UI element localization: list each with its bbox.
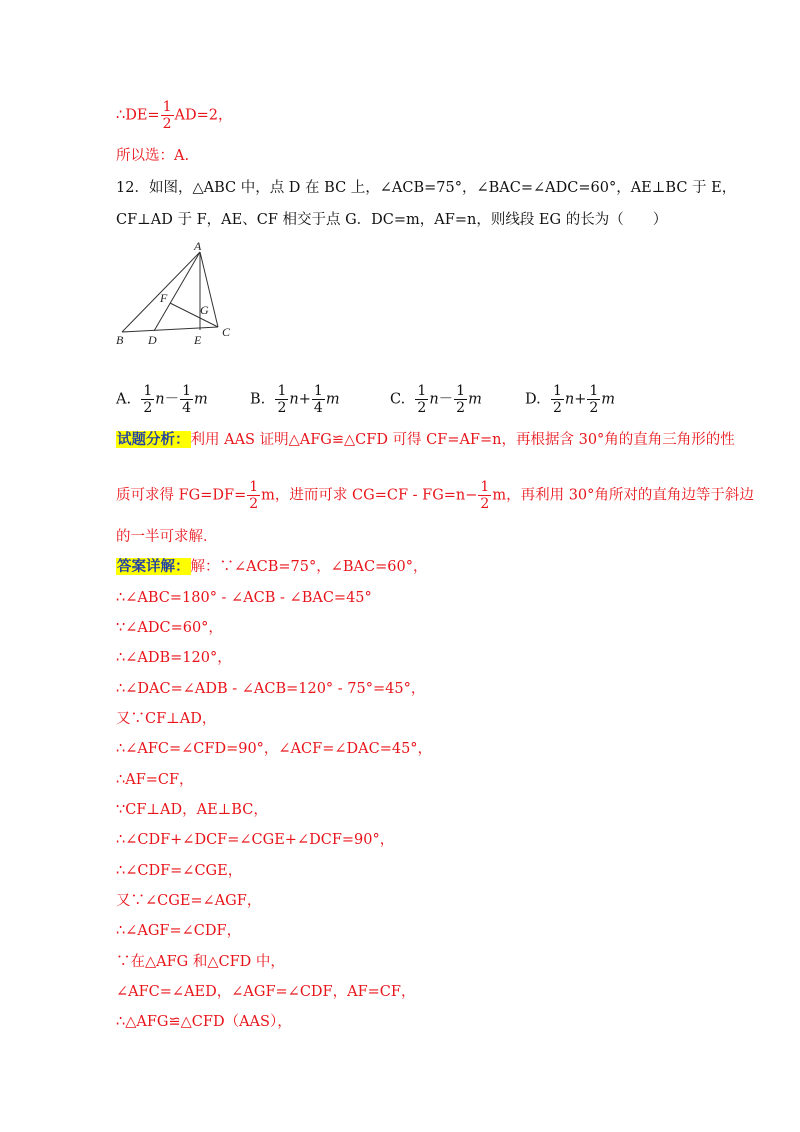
- solution-line: ∴∠AGF=∠CDF，: [116, 923, 242, 939]
- choice-a[interactable]: A. $\frac{1}{2}$ n－ $\frac{1}{4}$ m: [116, 383, 208, 416]
- label-e: E: [194, 333, 202, 347]
- fraction: $\frac{1}{2}$: [480, 479, 490, 512]
- segment-cf: [170, 303, 218, 327]
- fraction: $\frac{1}{2}$: [277, 383, 287, 416]
- fraction: $\frac{1}{4}$: [182, 383, 191, 416]
- fraction: $\frac{1}{2}$: [456, 383, 466, 416]
- fraction: $\frac{1}{2}$: [417, 383, 427, 416]
- edge-bc: [122, 327, 218, 332]
- prev-answer-pre: ∴DE=: [116, 107, 160, 124]
- question-line-2: CF⊥AD 于 F，AE、CF 相交于点 G．DC=m，AF=n，则线段 EG 的长为（ ）: [116, 212, 668, 228]
- fraction: $\frac{1}{2}$: [589, 383, 599, 416]
- solution-line: ∴∠CDF=∠CGE，: [116, 863, 243, 879]
- solution-line: ∴∠AFC=∠CFD=90°，∠ACF=∠DAC=45°，: [116, 741, 433, 757]
- fraction: $\frac{1}{2}$: [143, 383, 153, 416]
- question-line-1: 12．如图，△ABC 中，点 D 在 BC 上，∠ACB=75°，∠BAC=∠ADC=60°，AE⊥BC 于 E，: [116, 180, 737, 196]
- prev-answer-choice: 所以选：A.: [116, 148, 190, 164]
- solution-line: ∠AFC=∠AED，∠AGF=∠CDF，AF=CF，: [116, 984, 416, 1000]
- label-b: B: [116, 333, 124, 347]
- fraction: $\frac{1}{4}$: [313, 383, 323, 416]
- analysis-line-1: 试题分析：利用 AAS 证明△AFG≌△CFD 可得 CF=AF=n，再根据含 30°角的直角三角形的性: [117, 431, 735, 448]
- solution-line: ∴△AFG≌△CFD（AAS），: [116, 1014, 292, 1030]
- solution-line: ∵在△AFG 和△CFD 中，: [116, 954, 285, 970]
- solution-line-first: 答案详解：解：∵∠ACB=75°，∠BAC=60°，: [117, 558, 428, 575]
- solution-tag: 答案详解：: [117, 558, 190, 575]
- fraction: $\frac{1}{2}$: [249, 479, 259, 512]
- label-f: F: [160, 291, 168, 305]
- solution-line: ∴AF=CF，: [116, 772, 194, 788]
- label-a: A: [194, 240, 202, 253]
- triangle-figure: [114, 240, 244, 350]
- choice-b[interactable]: B. $\frac{1}{2}$ n+ $\frac{1}{4}$ m: [250, 383, 340, 416]
- choice-d[interactable]: D. $\frac{1}{2}$ n+ $\frac{1}{2}$ m: [525, 383, 616, 416]
- label-d: D: [148, 333, 157, 347]
- prev-answer-post: AD=2，: [174, 107, 233, 124]
- choice-c[interactable]: C. $\frac{1}{2}$ n－ $\frac{1}{2}$ m: [390, 383, 482, 416]
- fraction: $\frac{1}{2}$: [552, 383, 562, 416]
- label-c: C: [222, 325, 231, 339]
- prev-answer-line: [116, 100, 233, 131]
- fraction: $\frac{1}{2}$: [162, 99, 172, 132]
- solution-line: ∵CF⊥AD，AE⊥BC，: [116, 802, 268, 818]
- analysis-line-3: 的一半可求解．: [116, 529, 218, 545]
- solution-line: ∴∠ABC=180° - ∠ACB - ∠BAC=45°: [116, 590, 372, 606]
- label-g: G: [200, 303, 209, 317]
- analysis-line-2: 质可求得 FG=DF= $\frac{1}{2}$ m，进而可求 CG=CF - FG=n− $\frac{1}{2}$ m，再利用 30°角所对的直角边等于斜边: [116, 479, 754, 512]
- solution-line: 又∵∠CGE=∠AGF，: [116, 893, 262, 909]
- analysis-tag: 试题分析：: [117, 431, 190, 448]
- solution-line: ∴∠CDF+∠DCF=∠CGE+∠DCF=90°，: [116, 832, 395, 848]
- solution-line: ∵∠ADC=60°，: [116, 620, 223, 636]
- solution-line: ∴∠ADB=120°，: [116, 650, 232, 666]
- solution-line: ∴∠DAC=∠ADB - ∠ACB=120° - 75°=45°，: [116, 681, 426, 697]
- solution-line: 又∵CF⊥AD，: [116, 711, 217, 727]
